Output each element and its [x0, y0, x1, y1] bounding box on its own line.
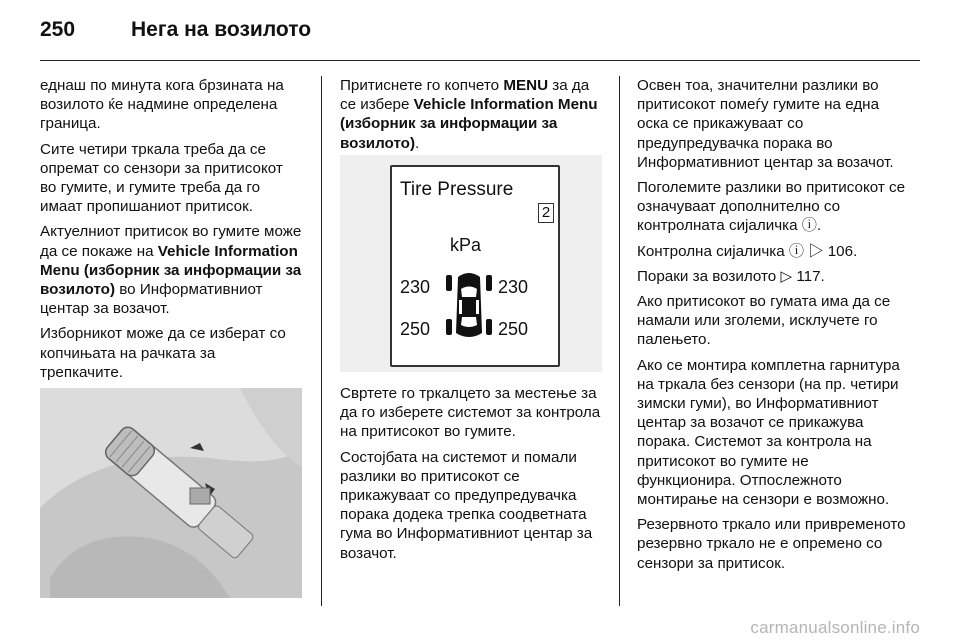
text-column-1	[40, 76, 302, 388]
paragraph: Ако се монтира комплетна гарнитура на тркала без сензори (на пр. четири зимски гуми), во Информативниот центар за возачот се прикажува порака. Системот за контрола на притисокот во гумите не функционира. Отпослежното монтирање на сензори е возможно.	[637, 356, 900, 509]
text: Актуелниот притисок во гумите може да се покаже на	[40, 223, 302, 260]
page-badge: 2	[538, 203, 554, 223]
paragraph: Контролна сијаличка ⓘ ▷ 106.	[637, 242, 858, 260]
text-column-2-lower	[340, 384, 602, 569]
menu-name: Vehicle Information Menu (изборник за информации за возилото)	[340, 96, 598, 152]
rear-right-pressure: 250	[498, 319, 529, 339]
paragraph	[40, 222, 302, 318]
pressure-unit: kPa	[450, 235, 482, 255]
paragraph: Сите четири тркала треба да се опремат со сензори за притисокот во гумите, и гумите треба да го имаат пропишаниот притисок.	[40, 140, 283, 216]
car-top-view-icon	[444, 269, 494, 341]
text-column-3	[637, 76, 909, 579]
paragraph	[340, 76, 602, 153]
text: во Информативниот центар за возачот.	[40, 281, 263, 318]
page-number: 250	[40, 18, 76, 41]
front-right-pressure: 230	[498, 277, 529, 297]
paragraph: Пораки за возилото ▷ 117.	[637, 267, 825, 285]
column-divider-1	[321, 76, 322, 606]
screen-title: Tire Pressure	[400, 179, 514, 200]
paragraph: Освен тоа, значителни разлики во притисокот помеѓу гумите на една оска се прикажуваат со предупредувачка порака во Информативниот центар за возачот.	[637, 77, 894, 171]
header-rule	[40, 60, 920, 61]
text: Притиснете го копчето	[340, 77, 504, 94]
paragraph: еднаш по минута кога брзината на возилото ќе надмине определена граница.	[40, 77, 284, 133]
paragraph: Изборникот може да се изберат со копчињата на рачката за трепкачите.	[40, 325, 286, 381]
rear-left-pressure: 250	[400, 319, 431, 339]
column-divider-2	[619, 76, 620, 606]
front-left-pressure: 230	[400, 277, 431, 297]
turn-signal-lever-photo	[40, 388, 302, 598]
page-title: Нега на возилото	[131, 18, 312, 41]
watermark: carmanualsonline.info	[750, 618, 920, 637]
text: за да се избере	[340, 77, 590, 114]
text: .	[415, 134, 420, 152]
menu-button-label: MENU	[503, 77, 549, 94]
paragraph: Резервното тркало или привременото резервно тркало не е опремено со сензори за притисок.	[637, 516, 906, 572]
paragraph: Ако притисокот во гумата има да се намали или зголеми, исклучете го палењето.	[637, 293, 891, 349]
paragraph: Состојбата на системот и помали разлики во притисокот се прикажуваат со предупредувачка порака додека трепка соодветната гума во Информативниот центар за возачот.	[340, 448, 593, 562]
paragraph: Свртете го тркалцето за местење за да го изберете системот за контрола на притисокот во гумите.	[340, 385, 601, 441]
menu-name: Vehicle Information Menu (изборник за информации за возилото)	[40, 242, 302, 299]
paragraph: Поголемите разлики во притисокот се означуваат дополнително со контролната сијаличка ⓘ.	[637, 179, 906, 235]
tire-pressure-display-figure	[340, 155, 602, 372]
text-column-2	[340, 76, 602, 159]
driver-info-screen	[390, 165, 560, 367]
